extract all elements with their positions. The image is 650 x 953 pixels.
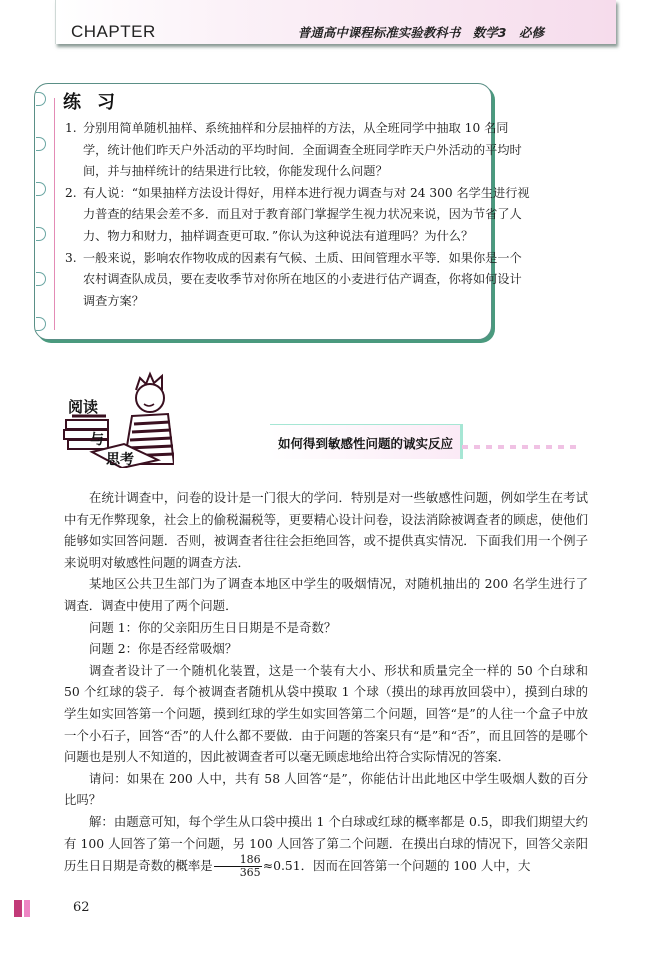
ring-icon: [36, 317, 46, 331]
page-tab-dark: [14, 900, 22, 917]
paragraph: 调查者设计了一个随机化装置，这是一个装有大小、形状和质量完全一样的 50 个白球和 50 个红球的袋子．每个被调查者随机从袋中摸取 1 个球（摸出的球再放回袋中），摸到白球的学生如实回答第一个问题，摸到红球的学生如实回答第二个问题，回答“是”的人往一个盒子中放一个小石子，回答“否”的人什么都不要做．由于问题的答案只有“是”和“否”，而且回答的是哪个问题也是别人不知道的，因此被调查者可以毫无顾虑地给出符合实际情况的答案．: [64, 662, 588, 765]
page-header: [55, 0, 616, 44]
ring-icon: [36, 92, 46, 106]
solution-tail: ≈0.51．因而在回答第一个问题的 100 人中，大: [262, 858, 531, 874]
question-2: 问题 2：你是否经常吸烟？: [89, 641, 238, 657]
exercise-item: [65, 118, 531, 183]
ring-icon: [36, 227, 46, 241]
svg-text:与: 与: [90, 432, 104, 448]
exercise-title: 练习: [63, 92, 131, 113]
ring-icon: [36, 272, 46, 286]
section-title-box: [270, 424, 463, 459]
page-number: 62: [73, 900, 90, 915]
svg-text:阅读: 阅读: [68, 398, 99, 416]
boy-reading-icon: [62, 368, 174, 468]
fraction-denominator: 365: [239, 866, 261, 880]
paragraph: 在统计调查中，问卷的设计是一门很大的学问．特别是对一些敏感性问题，例如学生在考试中有无作弊现象，社会上的偷税漏税等，更要精心设计问卷，设法消除被调查者的顾虑，使他们能够如实回答问题．否则，被调查者往往会拒绝回答，或不提供真实情况．下面我们用一个例子来说明对敏感性问题的调查方法．: [64, 490, 588, 570]
paragraph: 请问：如果在 200 人中，共有 58 人回答“是”，你能估计出此地区中学生吸烟人数的百分比吗？: [64, 770, 588, 808]
book-title: 普通高中课程标准实验教科书 数学3 必修: [297, 25, 544, 40]
item-number: 1.: [65, 121, 77, 135]
reading-thinking-illustration: [62, 368, 174, 468]
binder-rings: [36, 92, 50, 362]
paragraph: 某地区公共卫生部门为了调查本地区中学生的吸烟情况，对随机抽出的 200 名学生进行了调查．调查中使用了两个问题．: [64, 576, 588, 613]
page-tab-light: [24, 900, 30, 917]
body-text: [64, 487, 588, 879]
ring-icon: [36, 137, 46, 151]
svg-text:思考: 思考: [106, 452, 134, 468]
margin-line: [54, 98, 55, 330]
ring-icon: [36, 182, 46, 196]
item-text: 有人说：“如果抽样方法设计得好，用样本进行视力调查与对 24 300 名学生进行视力普查的结果会差不多．而且对于教育部门掌握学生视力状况来说，因为节省了人力、物力和财力，抽样调查更可取．”你认为这种说法有道理吗？为什么？: [83, 185, 530, 243]
solution-text: 解：由题意可知，每个学生从口袋中摸出 1 个白球或红球的概率都是 0.5，即我们期望大约有 100 人回答了第一个问题，另 100 人回答了第二个问题．在摸出白球的情况下，回答父亲阳历生日日期是奇数的概率是: [64, 813, 588, 874]
exercise-list: [65, 118, 531, 312]
item-number: 3.: [65, 250, 77, 265]
exercise-item: [65, 183, 531, 248]
fraction-numerator: 186: [214, 854, 262, 867]
question-1: 问题 1：你的父亲阳历生日日期是不是奇数？: [89, 619, 337, 635]
paragraph: [64, 811, 588, 879]
item-number: 2.: [65, 185, 77, 200]
item-text: 分别用简单随机抽样、系统抽样和分层抽样的方法，从全班同学中抽取 10 名同学，统计他们昨天户外活动的平均时间．全面调查全班同学昨天户外活动的平均时间，并与抽样统计的结果进行比较，你能发现什么问题？: [83, 121, 522, 179]
fraction: [214, 854, 262, 879]
decorative-dots: [462, 445, 580, 449]
chapter-label: CHAPTER: [71, 22, 156, 41]
item-text: 一般来说，影响农作物收成的因素有气候、土质、田间管理水平等．如果你是一个农村调查队成员，要在麦收季节对你所在地区的小麦进行估产调查，你将如何设计调查方案？: [83, 250, 522, 308]
exercise-item: [65, 248, 531, 313]
section-title: 如何得到敏感性问题的诚实反应: [278, 436, 454, 451]
